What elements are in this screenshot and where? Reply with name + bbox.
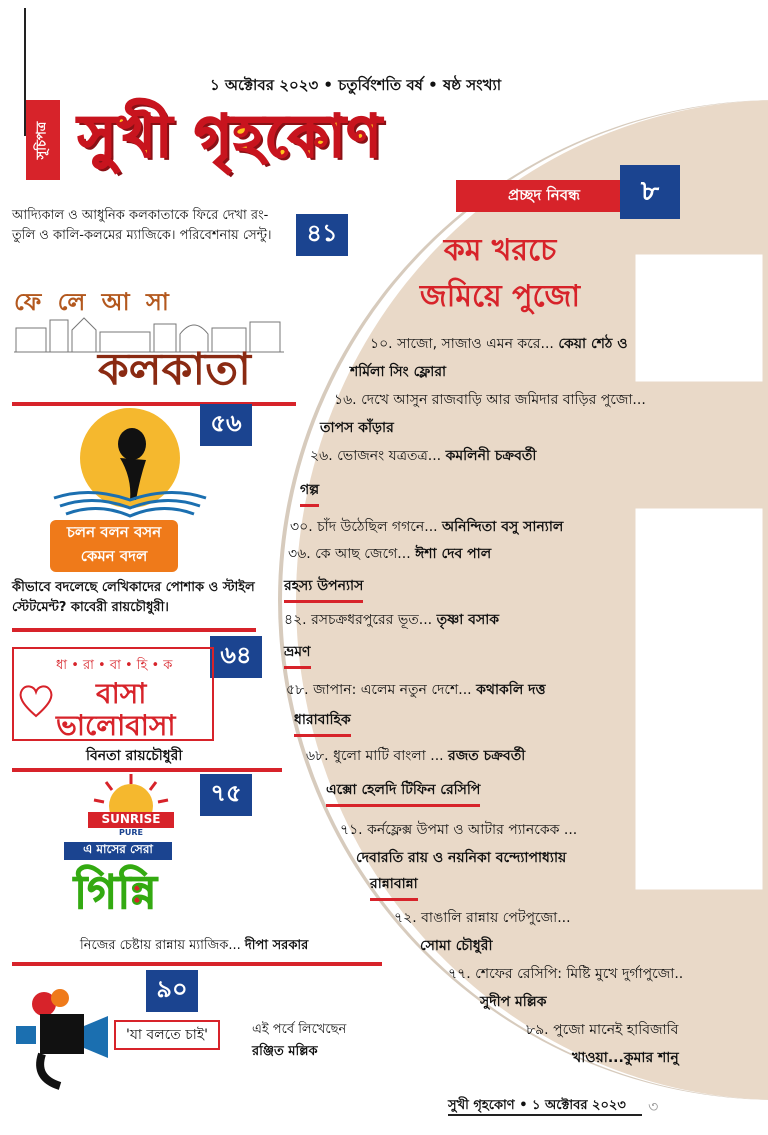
kolkata-title: কলকাতা: [98, 344, 251, 395]
cover-story-page: ৮: [620, 165, 680, 219]
divider: [12, 628, 256, 632]
jabolte-description: এই পর্বে লিখেছেন: [252, 1022, 347, 1037]
masthead-logo: সুখী গৃহকোণ: [78, 102, 383, 170]
jabolte-page: ৯০: [146, 970, 198, 1012]
toc-item-author: দেবারতি রায় ও নয়নিকা বন্দ্যোপাধ্যায়: [356, 850, 567, 866]
toc-item: ৮৯. পুজো মানেই হাবিজাবি: [526, 1022, 679, 1038]
toc-item: ২৬. ভোজনং যত্রতত্র... কমলিনী চক্রবর্তী: [310, 448, 537, 464]
toc-item-author: তাপস কাঁড়ার: [320, 420, 394, 436]
sunrise-logo: [84, 772, 178, 842]
footer-text: সুখী গৃহকোণ • ১ অক্টোবর ২০২৩: [448, 1098, 626, 1113]
section-bhromon: ভ্রমণ: [284, 640, 311, 669]
serial-title-line2: ভালোবাসা: [56, 709, 176, 742]
ginni-title: গিন্নি: [74, 865, 157, 919]
toc-item-author: সুদীপ মল্লিক: [480, 994, 547, 1010]
fashion-description: কীভাবে বদলেছে লেখিকাদের পোশাক ও স্টাইল স্টেটমেন্ট? কাবেরী রায়চৌধুরী।: [12, 580, 255, 615]
kolkata-page: ৪১: [296, 214, 348, 256]
toc-item: ৭২. বাঙালি রান্নায় পেটপুজো...: [394, 910, 571, 926]
section-rannabanna: রান্নাবান্না: [370, 872, 418, 901]
divider: [12, 962, 382, 966]
cover-story-label: প্রচ্ছদ নিবন্ধ: [456, 180, 632, 212]
toc-item: ১০. সাজো, সাজাও এমন করে... কেয়া শেঠ ও: [370, 336, 628, 352]
month-best-label: এ মাসের সেরা: [64, 842, 172, 860]
jabolte-label: 'যা বলতে চাই': [114, 1020, 220, 1050]
ginni-description: নিজের চেষ্টায় রান্নায় ম্যাজিক... দীপা সরকার: [80, 938, 309, 953]
toc-item-author: খাওয়া...কুমার শানু: [572, 1050, 679, 1066]
kolkata-description: আদ্যিকাল ও আধুনিক কলকাতাকে ফিরে দেখা রং-তুলি ও কালি-কলমের ম্যাজিকে। পরিবেশনায় সেন্টু।: [12, 208, 272, 243]
serial-title-line1: বাসা: [96, 677, 147, 710]
toc-item: ৪২. রসচক্রধরপুরের ভূত... তৃষ্ণা বসাক: [284, 612, 500, 628]
page-number: ৩: [648, 1097, 659, 1116]
cover-story-title: কম খরচে জমিয়ে পুজো: [419, 233, 581, 314]
section-golpo: গল্প: [300, 478, 319, 507]
open-book-icon: [50, 478, 210, 518]
sunrise-sub-text: PURE: [119, 828, 143, 837]
serial-author: বিনতা রায়চৌধুরী: [86, 748, 183, 764]
fele-asa-label: ফে লে আ সা: [14, 288, 173, 316]
fashion-title-box: চলন বলন বসন কেমন বদল: [50, 520, 178, 572]
toc-item-author: সোমা চৌধুরী: [420, 938, 493, 954]
toc-item: ৩৬. কে আছ জেগে... ঈশা দেব পাল: [288, 546, 492, 562]
toc-item-author: শর্মিলা সিং ফ্লোরা: [350, 364, 447, 380]
sunrise-brand-text: SUNRISE: [101, 812, 161, 826]
divider: [12, 402, 296, 406]
toc-item: ৬৮. ধুলো মাটি বাংলা ... রজত চক্রবর্তী: [306, 748, 526, 764]
serial-page: ৬৪: [210, 636, 262, 678]
contents-tag: সূচিপত্র: [26, 100, 60, 180]
section-dharabahik: ধারাবাহিক: [294, 708, 351, 737]
serial-kicker: ধা • রা • বা • হি • ক: [56, 658, 173, 673]
issue-line: ১ অক্টোবর ২০২৩ • চতুর্বিংশতি বর্ষ • ষষ্ঠ সংখ্যা: [210, 76, 502, 94]
footer-rule: [448, 1114, 642, 1116]
section-rohosyo: রহস্য উপন্যাস: [284, 574, 363, 603]
toc-item: ৭১. কর্নফ্লেক্স উপমা ও আটার প্যানকেক ...: [340, 822, 578, 838]
heart-icon: [16, 680, 56, 720]
jabolte-author: রঞ্জিত মল্লিক: [252, 1044, 318, 1059]
section-recipe: এক্সো হেলদি টিফিন রেসিপি: [326, 778, 480, 807]
film-camera-icon: [12, 982, 122, 1092]
toc-item: ১৬. দেখে আসুন রাজবাড়ি আর জমিদার বাড়ির পুজো...: [334, 392, 646, 408]
toc-item: ৫৮. জাপান: এলেম নতুন দেশে... কথাকলি দত্ত: [286, 682, 546, 698]
toc-item: ৩০. চাঁদ উঠেছিল গগনে... অনিন্দিতা বসু সান্যাল: [290, 519, 564, 535]
ginni-page: ৭৫: [200, 774, 252, 816]
toc-item: ৭৭. শেফের রেসিপি: মিষ্টি মুখে দুর্গাপুজো..: [448, 966, 684, 982]
fashion-page: ৫৬: [200, 404, 252, 446]
